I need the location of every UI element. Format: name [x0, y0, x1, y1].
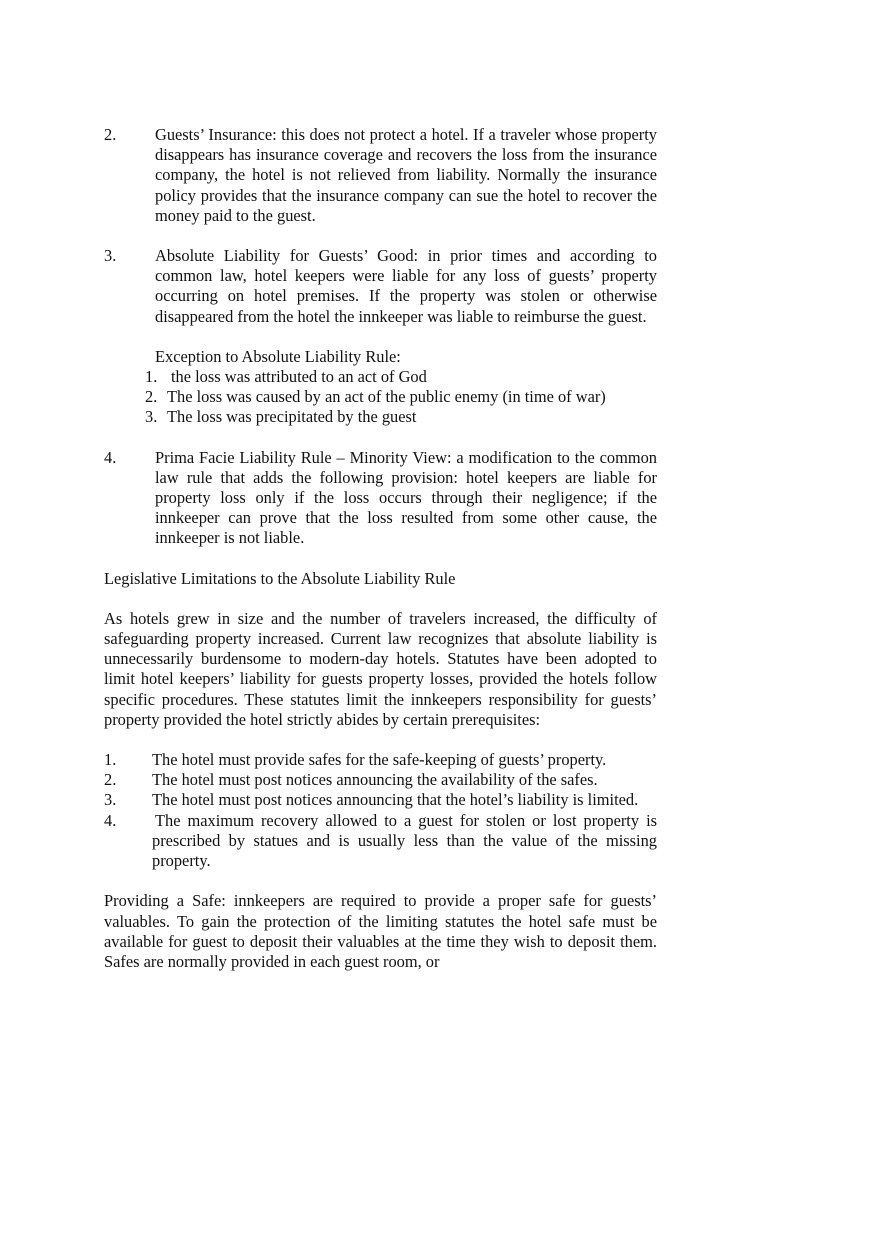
exceptions-block — [104, 347, 657, 428]
item-number: 2. — [145, 387, 158, 407]
list-item — [104, 750, 657, 770]
item-number: 2. — [104, 770, 117, 790]
item-text: The hotel must post notices announcing the availability of the safes. — [152, 770, 598, 790]
item-number: 4. — [104, 810, 117, 830]
safe-paragraph: Providing a Safe: innkeepers are required to provide a proper safe for guests’ valuables. To gain the protection of the limiting statutes the hotel safe must be available for guest to deposit their valuables at the time they wish to deposit them. Safes are normally provided in each guest room, or — [104, 891, 657, 971]
item-text: The loss was precipitated by the guest — [167, 407, 417, 427]
list-item — [104, 790, 657, 810]
list-item — [104, 770, 657, 790]
document-page — [104, 125, 657, 972]
list-item — [145, 407, 657, 427]
item-number: 3. — [104, 246, 117, 266]
item-number: 4. — [104, 447, 117, 467]
list-item — [145, 367, 657, 387]
item-text: The loss was caused by an act of the public enemy (in time of war) — [167, 387, 606, 407]
exceptions-heading: Exception to Absolute Liability Rule: — [155, 346, 401, 366]
item-number: 1. — [145, 367, 158, 387]
section-paragraph: As hotels grew in size and the number of travelers increased, the difficulty of safeguarding property increased. Current law recognizes that absolute liability is unnecessarily burdensome to modern-day hotels. Statutes have been adopted to limit hotel keepers’ liability for guests property losses, provided the hotels follow specific procedures. These statutes limit the innkeepers responsibility for guests’ property provided the hotel strictly abides by certain prerequisites: — [104, 608, 657, 729]
item-number: 3. — [104, 790, 117, 810]
item-text: The hotel must provide safes for the safe-keeping of guests’ property. — [152, 750, 607, 770]
item-number: 2. — [104, 125, 117, 144]
exceptions-list — [145, 367, 657, 428]
item-text: Absolute Liability for Guests’ Good: in prior times and according to common law, hotel keepers were liable for any loss of guests’ property occurring on hotel premises. If the property was stolen or otherwise disappeared from the hotel the innkeeper was liable to reimburse the guest. — [155, 246, 657, 326]
list-item — [145, 387, 657, 407]
item-text: Prima Facie Liability Rule – Minority View: a modification to the common law rule that adds the following provision: hotel keepers are liable for property loss only if the loss occurs through their negligence; if the innkeeper can prove that the loss resulted from some other cause, the innkeeper is not liable. — [155, 447, 657, 548]
list-item-guests-insurance — [104, 125, 657, 226]
item-text: The hotel must post notices announcing that the hotel’s liability is limited. — [152, 790, 639, 810]
list-item-absolute-liability — [104, 246, 657, 327]
section-heading: Legislative Limitations to the Absolute Liability Rule — [104, 568, 456, 588]
list-item — [104, 811, 657, 872]
item-number: 3. — [145, 407, 158, 427]
item-number: 1. — [104, 750, 117, 770]
item-text: Guests’ Insurance: this does not protect a hotel. If a traveler whose property disappears has insurance coverage and recovers the loss from the insurance company, the hotel is not relieved from liability. Normally the insurance policy provides that the insurance company can sue the hotel to recover the money paid to the guest. — [155, 125, 657, 225]
prerequisites-list — [104, 750, 657, 871]
list-item-prima-facie — [104, 448, 657, 549]
item-text: The maximum recovery allowed to a guest for stolen or lost property is prescribed by statues and is usually less than the value of the missing property. — [152, 810, 657, 871]
item-text: the loss was attributed to an act of God — [171, 367, 427, 387]
